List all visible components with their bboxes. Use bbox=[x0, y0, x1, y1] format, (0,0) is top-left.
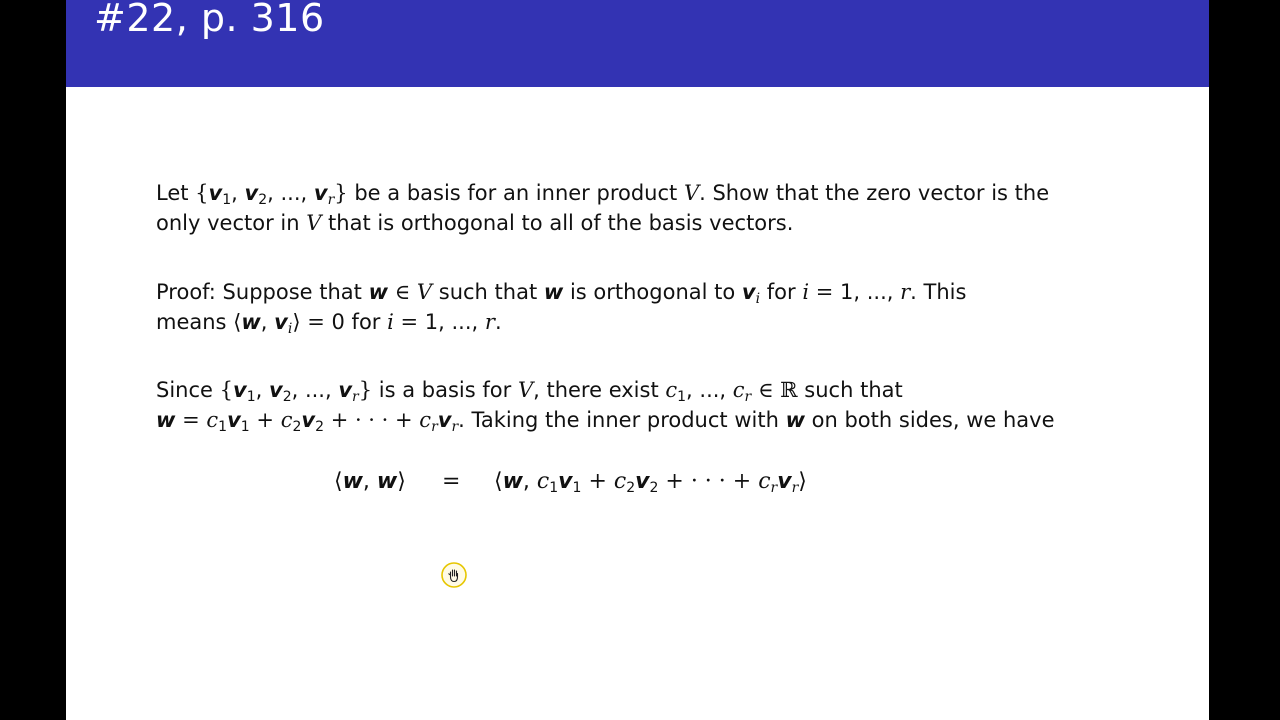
since-line-1: Since {$v_1$, $v_2$, ..., $v_r$} is a basis for V, there exist $c_1$, ..., $c_r$ ∈ ℝ such that bbox=[156, 378, 903, 405]
problem-line-2: only vector in V that is orthogonal to all of the basis vectors. bbox=[156, 211, 794, 235]
proof-paragraph bbox=[156, 277, 1136, 337]
title-bar bbox=[66, 0, 1209, 87]
hand-cursor-icon bbox=[440, 561, 468, 589]
equation-lhs: ⟨w, w⟩ bbox=[334, 469, 406, 494]
problem-statement bbox=[156, 178, 1136, 238]
since-line-2: $w = c_1v_1 + c_2v_2$ + · · · + $c_rv_r$. Taking the inner product with w on both sides, we have bbox=[156, 408, 1055, 435]
proof-line-2: means ⟨w, $v_i⟩ = 0$ for i = 1, ..., r. bbox=[156, 310, 502, 337]
proof-line-1: Proof: Suppose that w ∈ V such that w is orthogonal to $v_i$ for i = 1, ..., r. This bbox=[156, 280, 967, 307]
slide-title: #22, p. 316 bbox=[94, 0, 325, 40]
equation-rhs: ⟨w, $c_1v_1 + c_2v_2$ + · · · + $c_rv_r⟩$ bbox=[494, 469, 807, 496]
slide bbox=[66, 0, 1209, 720]
equation-equals: = bbox=[442, 469, 461, 494]
since-paragraph bbox=[156, 375, 1136, 435]
problem-line-1: Let {$v_1$, $v_2$, ..., $v_r$} be a basis for an inner product V. Show that the zero vector is the bbox=[156, 181, 1050, 208]
